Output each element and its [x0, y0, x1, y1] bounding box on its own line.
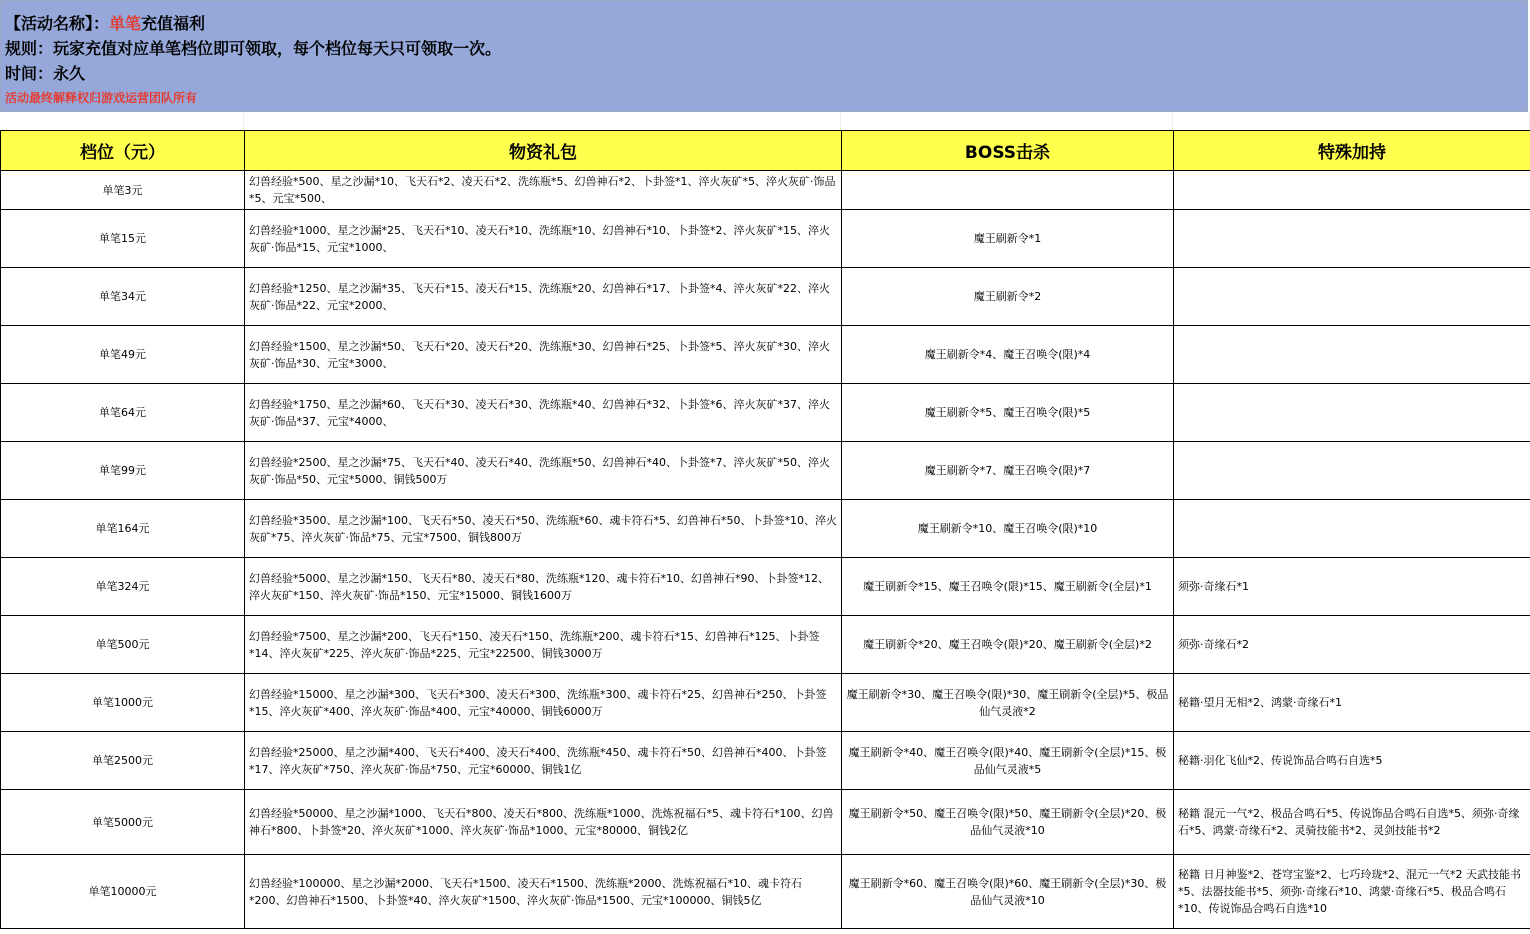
- activity-rules: 规则：玩家充值对应单笔档位即可领取，每个档位每天只可领取一次。: [5, 39, 502, 58]
- activity-title-highlight: 单笔: [109, 14, 142, 33]
- activity-banner: [0, 0, 1528, 112]
- gift-cell: 幻兽经验*1000、星之沙漏*25、飞天石*10、凌天石*10、洗练瓶*10、幻兽神石*10、卜卦签*2、淬火灰矿*15、淬火灰矿·饰品*15、元宝*1000、: [245, 210, 842, 268]
- tier-cell: 单笔64元: [1, 384, 245, 442]
- bonus-cell: 须弥·奇缘石*2: [1174, 616, 1530, 674]
- table-row: [1, 674, 1530, 732]
- tier-cell: 单笔324元: [1, 558, 245, 616]
- gift-cell: 幻兽经验*100000、星之沙漏*2000、飞天石*1500、凌天石*1500、洗练瓶*2000、洗炼祝福石*10、魂卡符石*200、幻兽神石*1500、卜卦签*40、淬火灰矿*1500、淬火灰矿·饰品*1500、元宝*100000、铜钱5亿: [245, 855, 842, 929]
- tier-cell: 单笔2500元: [1, 732, 245, 790]
- column-header-tier: 档位（元）: [1, 131, 245, 171]
- table-row: [1, 732, 1530, 790]
- bonus-cell: 秘籍·望月无相*2、鸿蒙·奇缘石*1: [1174, 674, 1530, 732]
- tier-cell: 单笔500元: [1, 616, 245, 674]
- table-row: [1, 326, 1530, 384]
- tier-cell: 单笔49元: [1, 326, 245, 384]
- activity-title-rest: 充值福利: [141, 14, 206, 33]
- activity-title-label: 【活动名称】：: [5, 14, 110, 33]
- gift-cell: 幻兽经验*500、星之沙漏*10、飞天石*2、凌天石*2、洗练瓶*5、幻兽神石*2、卜卦签*1、淬火灰矿*5、淬火灰矿·饰品*5、元宝*500、: [245, 171, 842, 210]
- gift-cell: 幻兽经验*25000、星之沙漏*400、飞天石*400、凌天石*400、洗练瓶*450、魂卡符石*50、幻兽神石*400、卜卦签*17、淬火灰矿*750、淬火灰矿·饰品*750、元宝*60000、铜钱1亿: [245, 732, 842, 790]
- gift-cell: 幻兽经验*7500、星之沙漏*200、飞天石*150、凌天石*150、洗练瓶*200、魂卡符石*15、幻兽神石*125、卜卦签*14、淬火灰矿*225、淬火灰矿·饰品*225、元宝*22500、铜钱3000万: [245, 616, 842, 674]
- bonus-cell: [1174, 442, 1530, 500]
- bonus-cell: [1174, 326, 1530, 384]
- table-row: [1, 616, 1530, 674]
- gift-cell: 幻兽经验*50000、星之沙漏*1000、飞天石*800、凌天石*800、洗练瓶*1000、洗炼祝福石*5、魂卡符石*100、幻兽神石*800、卜卦签*20、淬火灰矿*1000、淬火灰矿·饰品*1000、元宝*80000、铜钱2亿: [245, 790, 842, 855]
- reward-table: [0, 130, 1530, 929]
- table-row: [1, 171, 1530, 210]
- table-row: [1, 558, 1530, 616]
- tier-cell: 单笔99元: [1, 442, 245, 500]
- boss-cell: 魔王刷新令*30、魔王召唤令(限)*30、魔王刷新令(全层)*5、极品仙气灵液*2: [842, 674, 1174, 732]
- tier-cell: 单笔10000元: [1, 855, 245, 929]
- table-row: [1, 210, 1530, 268]
- boss-cell: 魔王刷新令*60、魔王召唤令(限)*60、魔王刷新令(全层)*30、极品仙气灵液*10: [842, 855, 1174, 929]
- tier-cell: 单笔5000元: [1, 790, 245, 855]
- tier-cell: 单笔34元: [1, 268, 245, 326]
- activity-title: [5, 11, 1527, 36]
- table-row: [1, 268, 1530, 326]
- boss-cell: 魔王刷新令*20、魔王召唤令(限)*20、魔王刷新令(全层)*2: [842, 616, 1174, 674]
- activity-notice: 活动最终解释权归游戏运营团队所有: [5, 91, 198, 105]
- bonus-cell: [1174, 171, 1530, 210]
- boss-cell: 魔王刷新令*10、魔王召唤令(限)*10: [842, 500, 1174, 558]
- table-row: [1, 384, 1530, 442]
- column-header-bonus: 特殊加持: [1174, 131, 1530, 171]
- bonus-cell: 须弥·奇缘石*1: [1174, 558, 1530, 616]
- bonus-cell: 秘籍·羽化飞仙*2、传说饰品合鸣石自选*5: [1174, 732, 1530, 790]
- column-header-gift: 物资礼包: [245, 131, 842, 171]
- table-row: [1, 855, 1530, 929]
- tier-cell: 单笔1000元: [1, 674, 245, 732]
- bonus-cell: 秘籍 日月神鉴*2、苍穹宝鉴*2、七巧玲珑*2、混元一气*2 天武技能书*5、法器技能书*5、须弥·奇缘石*10、鸿蒙·奇缘石*5、极品合鸣石*10、传说饰品合鸣石自选*10: [1174, 855, 1530, 929]
- table-row: [1, 500, 1530, 558]
- boss-cell: 魔王刷新令*7、魔王召唤令(限)*7: [842, 442, 1174, 500]
- tier-cell: 单笔164元: [1, 500, 245, 558]
- tier-cell: 单笔15元: [1, 210, 245, 268]
- boss-cell: [842, 171, 1174, 210]
- gift-cell: 幻兽经验*1250、星之沙漏*35、飞天石*15、凌天石*15、洗练瓶*20、幻兽神石*17、卜卦签*4、淬火灰矿*22、淬火灰矿·饰品*22、元宝*2000、: [245, 268, 842, 326]
- boss-cell: 魔王刷新令*5、魔王召唤令(限)*5: [842, 384, 1174, 442]
- gift-cell: 幻兽经验*1750、星之沙漏*60、飞天石*30、凌天石*30、洗练瓶*40、幻兽神石*32、卜卦签*6、淬火灰矿*37、淬火灰矿·饰品*37、元宝*4000、: [245, 384, 842, 442]
- boss-cell: 魔王刷新令*40、魔王召唤令(限)*40、魔王刷新令(全层)*15、极品仙气灵液*5: [842, 732, 1174, 790]
- bonus-cell: [1174, 210, 1530, 268]
- boss-cell: 魔王刷新令*4、魔王召唤令(限)*4: [842, 326, 1174, 384]
- gift-cell: 幻兽经验*15000、星之沙漏*300、飞天石*300、凌天石*300、洗练瓶*300、魂卡符石*25、幻兽神石*250、卜卦签*15、淬火灰矿*400、淬火灰矿·饰品*400、元宝*40000、铜钱6000万: [245, 674, 842, 732]
- bonus-cell: [1174, 384, 1530, 442]
- table-row: [1, 442, 1530, 500]
- tier-cell: 单笔3元: [1, 171, 245, 210]
- gift-cell: 幻兽经验*5000、星之沙漏*150、飞天石*80、凌天石*80、洗练瓶*120、魂卡符石*10、幻兽神石*90、卜卦签*12、淬火灰矿*150、淬火灰矿·饰品*150、元宝*15000、铜钱1600万: [245, 558, 842, 616]
- bonus-cell: [1174, 268, 1530, 326]
- gift-cell: 幻兽经验*2500、星之沙漏*75、飞天石*40、凌天石*40、洗练瓶*50、幻兽神石*40、卜卦签*7、淬火灰矿*50、淬火灰矿·饰品*50、元宝*5000、铜钱500万: [245, 442, 842, 500]
- boss-cell: 魔王刷新令*1: [842, 210, 1174, 268]
- bonus-cell: 秘籍 混元一气*2、极品合鸣石*5、传说饰品合鸣石自选*5、须弥·奇缘石*5、鸿蒙·奇缘石*2、灵骑技能书*2、灵剑技能书*2: [1174, 790, 1530, 855]
- boss-cell: 魔王刷新令*15、魔王召唤令(限)*15、魔王刷新令(全层)*1: [842, 558, 1174, 616]
- column-header-boss: BOSS击杀: [842, 131, 1174, 171]
- table-row: [1, 790, 1530, 855]
- gift-cell: 幻兽经验*3500、星之沙漏*100、飞天石*50、凌天石*50、洗练瓶*60、魂卡符石*5、幻兽神石*50、卜卦签*10、淬火灰矿*75、淬火灰矿·饰品*75、元宝*7500、铜钱800万: [245, 500, 842, 558]
- bonus-cell: [1174, 500, 1530, 558]
- activity-time: 时间：永久: [5, 64, 86, 83]
- table-header-row: [1, 131, 1530, 171]
- gift-cell: 幻兽经验*1500、星之沙漏*50、飞天石*20、凌天石*20、洗练瓶*30、幻兽神石*25、卜卦签*5、淬火灰矿*30、淬火灰矿·饰品*30、元宝*3000、: [245, 326, 842, 384]
- spacer-row: [0, 113, 1530, 130]
- boss-cell: 魔王刷新令*50、魔王召唤令(限)*50、魔王刷新令(全层)*20、极品仙气灵液*10: [842, 790, 1174, 855]
- boss-cell: 魔王刷新令*2: [842, 268, 1174, 326]
